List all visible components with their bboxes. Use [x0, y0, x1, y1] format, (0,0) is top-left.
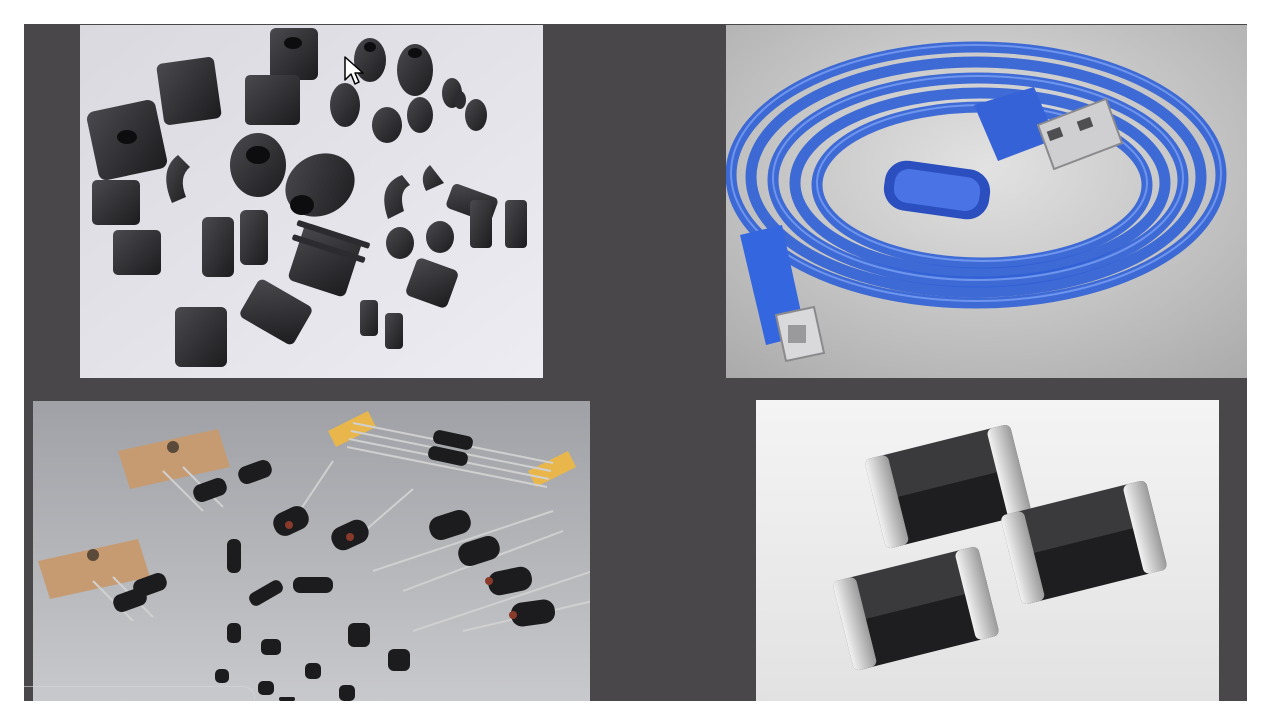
panel-2-name [0, 0, 1, 1]
usb-cable-image [726, 25, 1247, 378]
smd-chip-beads-image [756, 400, 1219, 701]
panel-3-name [0, 0, 1, 1]
window-bottom-margin [0, 701, 1271, 725]
ferrite-core-assortment-image [80, 25, 543, 378]
panel-1-name [0, 0, 1, 1]
video-progress-track[interactable] [24, 686, 255, 699]
mouse-pointer-icon [344, 56, 366, 88]
presentation-slide [24, 24, 1247, 701]
panel-4-name [0, 0, 1, 1]
cursor-icon-name [0, 0, 1, 1]
leaded-ferrite-beads-image [33, 401, 590, 701]
